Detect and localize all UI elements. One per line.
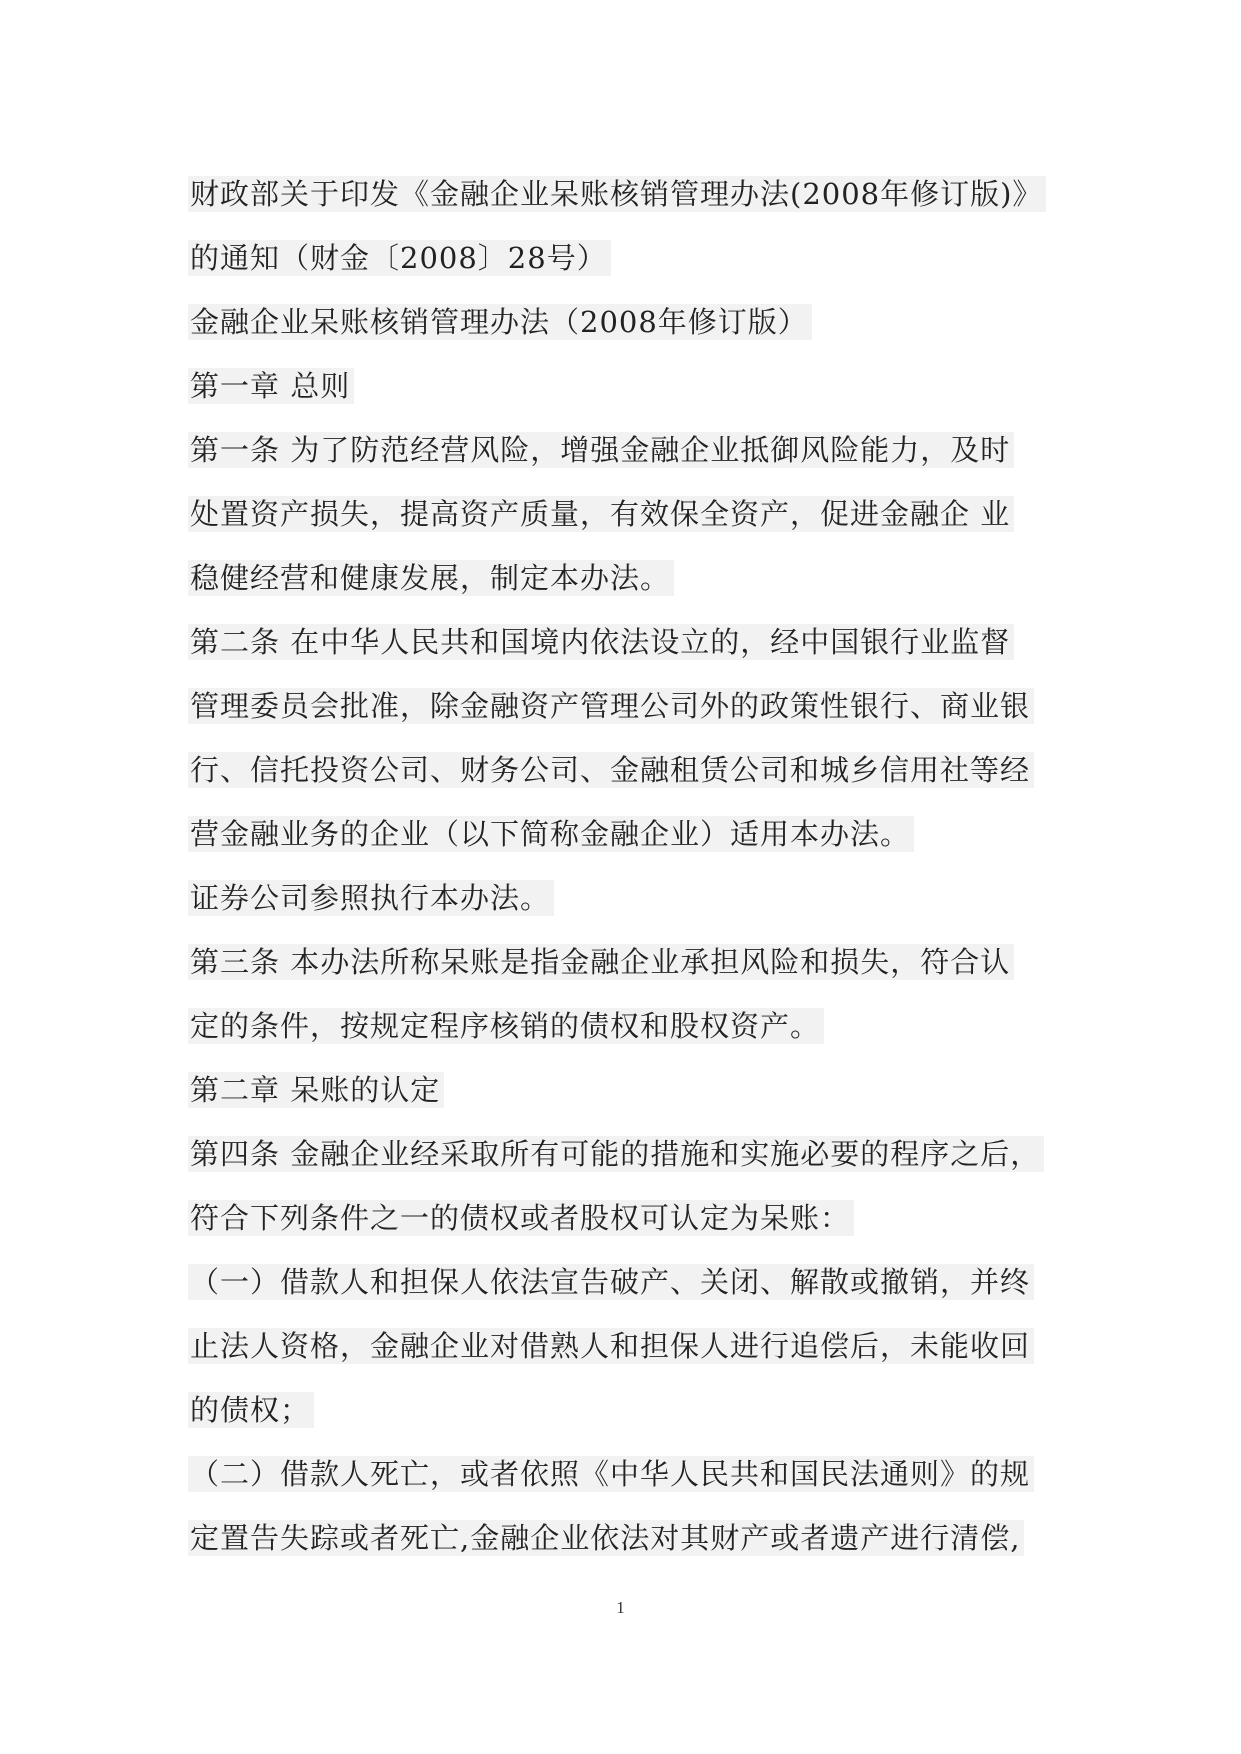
article-1-line-1: 第一条 为了防范经营风险，增强金融企业抵御风险能力，及时 [188,432,1014,468]
article-4-line-2: 符合下列条件之一的债权或者股权可认定为呆账： [188,1200,854,1236]
text-line [188,864,1068,928]
text-line [188,544,1068,608]
article-2-line-1: 第二条 在中华人民共和国境内依法设立的，经中国银行业监督 [188,624,1014,660]
article-2-line-5: 证券公司参照执行本办法。 [188,880,554,916]
text-line [188,1248,1068,1312]
article-2-line-3: 行、信托投资公司、财务公司、金融租赁公司和城乡信用社等经 [188,752,1034,788]
text-line [188,992,1068,1056]
notice-title-line-1: 财政部关于印发《金融企业呆账核销管理办法(2008年修订版)》 [188,176,1046,212]
text-line [188,160,1068,224]
text-line [188,928,1068,992]
text-line [188,800,1068,864]
notice-title-line-2: 的通知（财金〔2008〕28号） [188,240,611,276]
text-line [188,1056,1068,1120]
text-line [188,1120,1068,1184]
clause-1-line-2: 止法人资格，金融企业对借熟人和担保人进行追偿后，未能收回 [188,1328,1034,1364]
page-number: 1 [616,1598,625,1617]
text-line [188,224,1068,288]
article-4-line-1: 第四条 金融企业经采取所有可能的措施和实施必要的程序之后， [188,1136,1044,1172]
text-line [188,608,1068,672]
text-line [188,1312,1068,1376]
text-line [188,480,1068,544]
article-3-line-2: 定的条件，按规定程序核销的债权和股权资产。 [188,1008,824,1044]
clause-2-line-2: 定置告失踪或者死亡,金融企业依法对其财产或者遗产进行清偿, [188,1520,1024,1556]
clause-1-line-3: 的债权； [188,1392,314,1428]
text-line [188,1376,1068,1440]
clause-2-line-1: （二）借款人死亡，或者依照《中华人民共和国民法通则》的规 [188,1456,1034,1492]
article-1-line-3: 稳健经营和健康发展，制定本办法。 [188,560,674,596]
text-line [188,288,1068,352]
chapter-1-heading: 第一章 总则 [188,368,354,404]
article-3-line-1: 第三条 本办法所称呆账是指金融企业承担风险和损失，符合认 [188,944,1014,980]
article-2-line-2: 管理委员会批准，除金融资产管理公司外的政策性银行、商业银 [188,688,1034,724]
text-line [188,352,1068,416]
text-line [188,1184,1068,1248]
regulation-title: 金融企业呆账核销管理办法（2008年修订版） [188,304,812,340]
article-2-line-4: 营金融业务的企业（以下简称金融企业）适用本办法。 [188,816,914,852]
text-line [188,672,1068,736]
text-line [188,736,1068,800]
chapter-2-heading: 第二章 呆账的认定 [188,1072,444,1108]
document-body [188,160,1068,1568]
clause-1-line-1: （一）借款人和担保人依法宣告破产、关闭、解散或撤销，并终 [188,1264,1034,1300]
text-line [188,1504,1068,1568]
text-line [188,1440,1068,1504]
article-1-line-2: 处置资产损失，提高资产质量，有效保全资产，促进金融企 业 [188,496,1014,532]
text-line [188,416,1068,480]
